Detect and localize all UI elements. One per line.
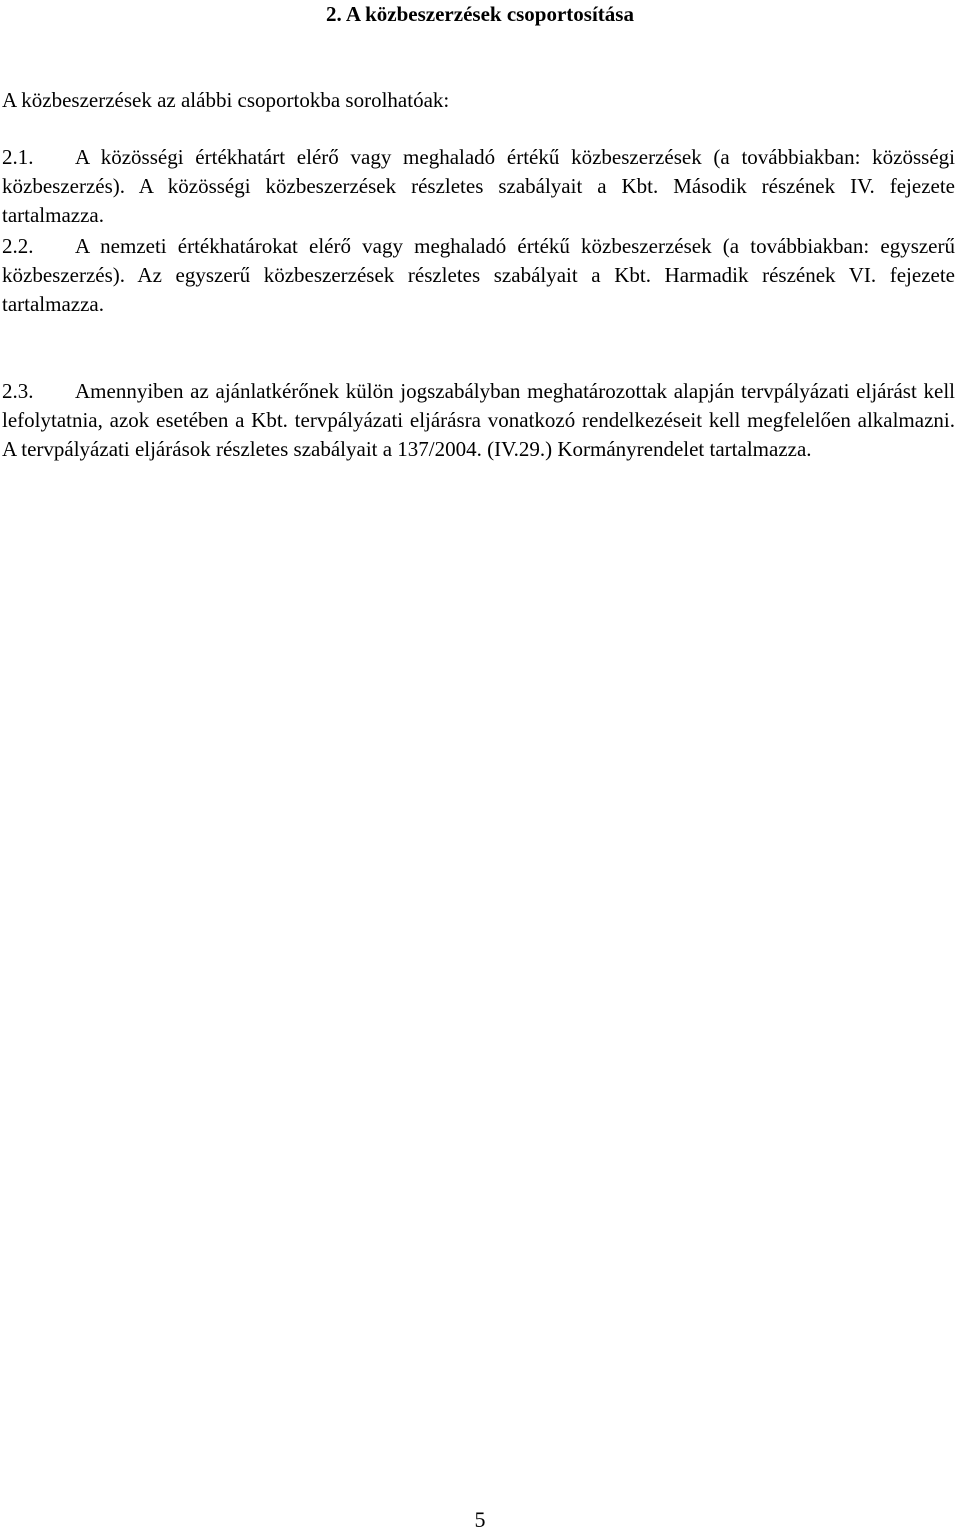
section-number: 2.3. [2,379,34,403]
section-number: 2.1. [2,145,34,169]
section-paragraph-2-2 [2,232,955,319]
section-text: A közösségi értékhatárt elérő vagy meghaladó értékű közbeszerzések (a továbbiakban: közösségi közbeszerzés). A közösségi közbeszerzések részletes szabályait a Kbt. Második részének IV. fejezete tartalmazza. [2,145,955,227]
section-number: 2.2. [2,234,34,258]
section-heading: 2. A közbeszerzések csoportosítása [326,2,634,26]
section-text: A nemzeti értékhatárokat elérő vagy meghaladó értékű közbeszerzések (a továbbiakban: egyszerű közbeszerzés). Az egyszerű közbeszerzések részletes szabályait a Kbt. Harmadik részének VI. fejezete tartalmazza. [2,234,955,316]
page-number: 5 [474,1507,486,1532]
section-paragraph-2-1 [2,143,955,230]
intro-text: A közbeszerzések az alábbi csoportokba sorolhatóak: [2,88,450,112]
section-paragraph-2-3 [2,377,955,464]
section-text: Amennyiben az ajánlatkérőnek külön jogszabályban meghatározottak alapján tervpályázati eljárást kell lefolytatnia, azok esetében a Kbt. tervpályázati eljárásra vonatkozó rendelkezéseit kell megfelelően alkalmazni. A tervpályázati eljárások részletes szabályait a 137/2004. (IV.29.) Kormányrendelet tartalmazza. [2,379,955,461]
